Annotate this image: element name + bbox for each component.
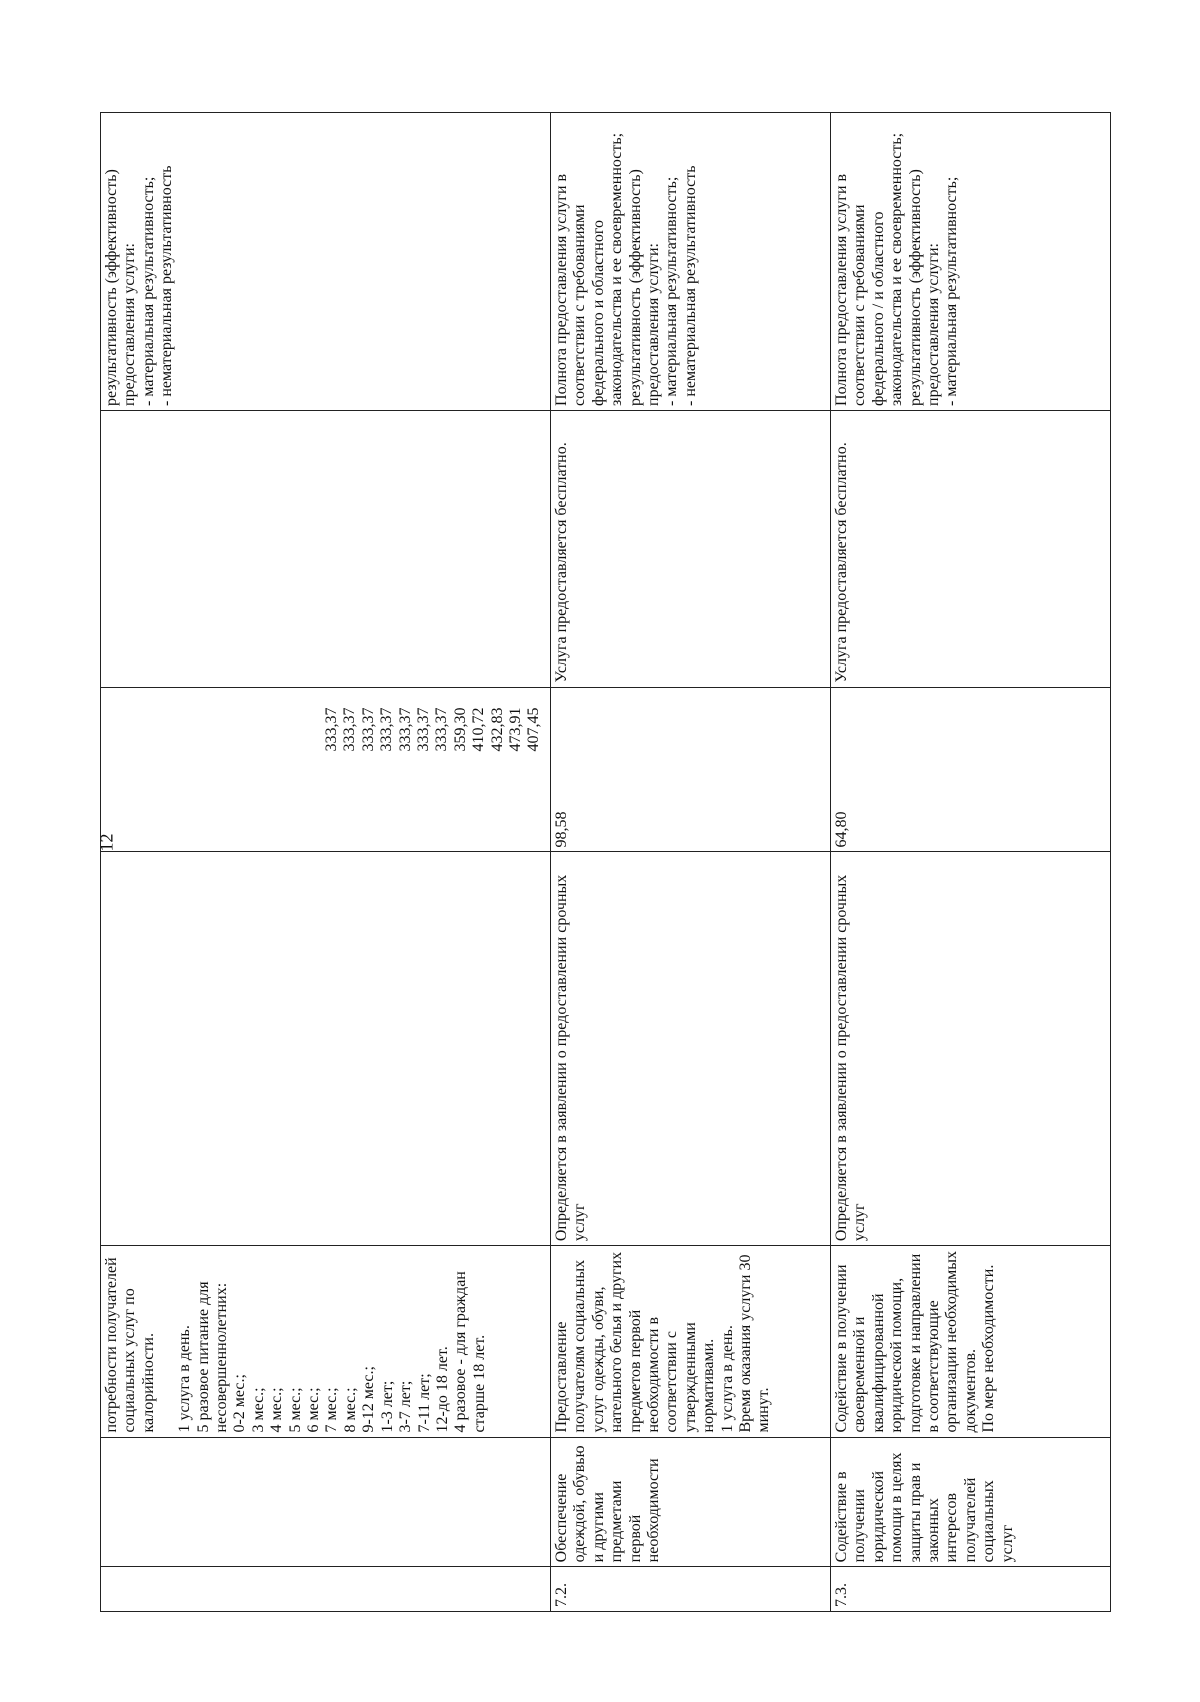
table-row (551, 113, 831, 1612)
description-diet-title: 5 разовое питание для несовершеннолетних: (194, 1281, 231, 1433)
list-item: 8 мес.; (341, 1387, 359, 1433)
list-item: 333,37 (378, 707, 396, 752)
cell-term: Определяется в заявлении о предоставлении срочных услуг (551, 852, 831, 1246)
cell-conditions: Услуга предоставляется бесплатно. (551, 410, 831, 687)
cell-price: 64,80 (831, 687, 1111, 852)
cell-description (551, 1246, 831, 1437)
list-item: 333,37 (323, 707, 340, 752)
list-item: 7 мес.; (323, 1387, 341, 1433)
age-list (231, 1250, 452, 1432)
cell-description (831, 1246, 1111, 1437)
quality-text: Полнота предоставления услуги в соответствии с требованиями федерального и областного законодательства и ее своевременность; результативность (эффективность) предоставления услуги: - материальная результативность; - нематериальная результативность (553, 132, 699, 406)
services-table (100, 112, 1111, 1612)
cell-quality (101, 113, 551, 411)
list-item: 12-до 18 лет. (433, 1346, 451, 1433)
list-item: 432,83 (488, 707, 506, 752)
list-item: 0-2 мес.; (231, 1374, 249, 1433)
list-item: 407,45 (525, 707, 543, 752)
cell-service-name: Содействие в получении юридической помощи в целях защиты прав и законных интересов получателей социальных услуг (831, 1437, 1111, 1567)
page-number: 12 (96, 833, 117, 852)
cell-description (101, 1246, 551, 1437)
list-item: 3-7 лет; (397, 1380, 415, 1433)
cell-term (101, 852, 551, 1246)
table-row (101, 113, 551, 1612)
list-item: 6 мес.; (305, 1387, 323, 1433)
list-item: 333,37 (396, 707, 414, 752)
cell-price (101, 687, 551, 852)
description-adult-note: 4 разовое - для граждан старше 18 лет. (452, 1271, 488, 1433)
cell-term: Определяется в заявлении о предоставлении срочных услуг (831, 852, 1111, 1246)
list-item: 5 мес.; (286, 1387, 304, 1433)
description-intro: потребности получателей социальных услуг по калорийности. (103, 1257, 157, 1433)
list-item: 473,91 (507, 707, 525, 752)
list-item: 333,37 (341, 707, 359, 752)
list-item: 3 мес.; (249, 1387, 267, 1433)
quality-text: Полнота предоставления услуги в соответствии с требованиями федерального / и областного законодательства и ее своевременность; результативность (эффективность) предоставления услуги: - материальная результативность; (833, 132, 961, 406)
list-item: 410,72 (470, 707, 488, 752)
description-text: Предоставление получателям социальных услуг одежды, обуви, нательного белья и других предметов первой необходимости в соответствии с утвержденными нормативами. 1 услуга в день. Время оказания услуги 30 минут. (553, 1251, 773, 1433)
cell-conditions: Услуга предоставляется бесплатно. (831, 410, 1111, 687)
cell-service-name (101, 1437, 551, 1567)
quality-text: результативность (эффективность) предоставления услуги: - материальная результативность; - нематериальная результативность (103, 165, 176, 406)
cell-number: 7.2. (551, 1567, 831, 1612)
list-item: 333,37 (433, 707, 451, 752)
cell-service-name: Обеспечение одеждой, обувью и другими предметами первой необходимости (551, 1437, 831, 1567)
list-item: 1-3 лет; (378, 1380, 396, 1433)
description-frequency: 1 услуга в день. (176, 1325, 194, 1433)
table-row (831, 113, 1111, 1612)
description-text: Содействие в получении своевременной и квалифицированной юридической помощи, подготовке и направлении в соответствующие организации необходимых документов. По мере необходимости. (833, 1250, 998, 1433)
list-item: 333,37 (359, 707, 377, 752)
cell-price: 98,58 (551, 687, 831, 852)
cell-quality (551, 113, 831, 411)
cell-number: 7.3. (831, 1567, 1111, 1612)
list-item: 359,30 (451, 707, 469, 752)
list-item: 333,37 (415, 707, 433, 752)
list-item: 9-12 мес.; (360, 1366, 378, 1433)
price-list (323, 708, 544, 848)
list-item: 4 мес.; (268, 1387, 286, 1433)
list-item: 7-11 лет; (415, 1373, 433, 1433)
cell-conditions (101, 410, 551, 687)
cell-number (101, 1567, 551, 1612)
rotated-table-container (100, 112, 1110, 1612)
cell-quality (831, 113, 1111, 411)
